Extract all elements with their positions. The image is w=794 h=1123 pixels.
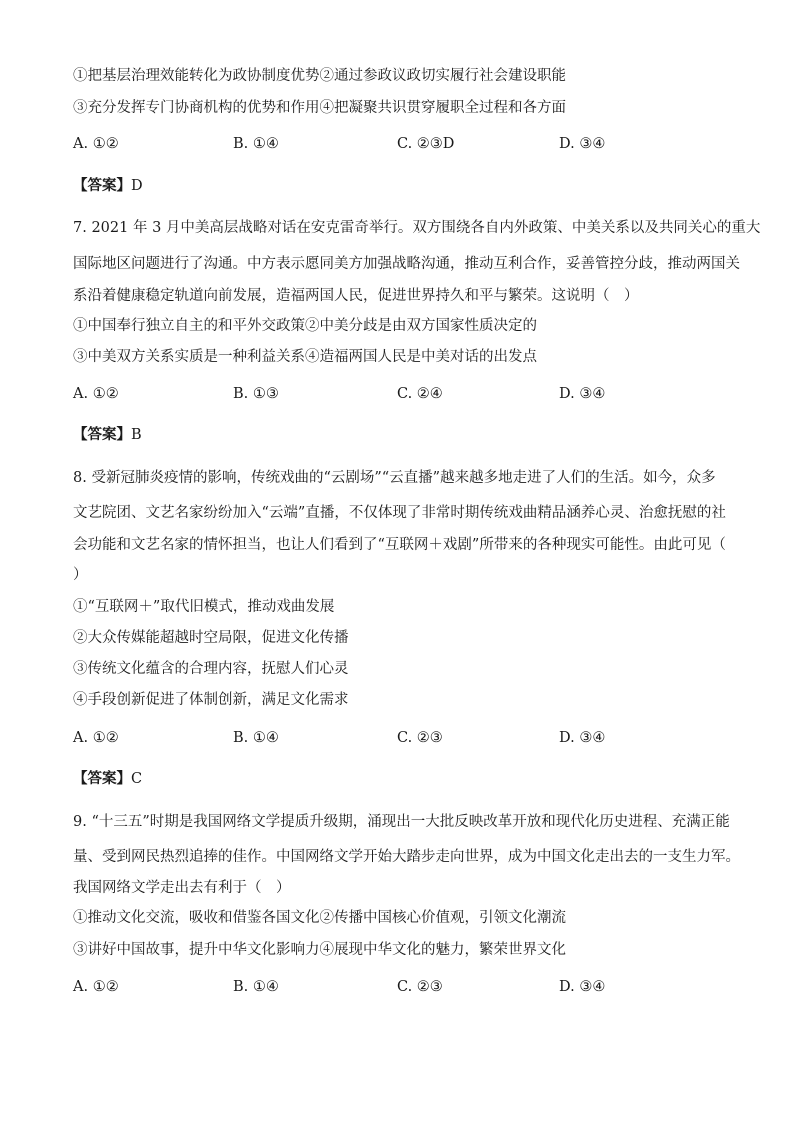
q6-statement-1: ①把基层治理效能转化为政协制度优势②通过参政议政切实履行社会建设职能 — [73, 68, 566, 84]
q6-answer-label: 【答案】 — [73, 177, 131, 194]
q7-answer-value: B — [131, 427, 142, 443]
q9-stem-line-1: 9. “十三五”时期是我国网络文学提质升级期，涌现出一大批反映改革开放和现代化历史进程、充满正能 — [73, 814, 730, 830]
q9-option-c: C. ②③ — [397, 979, 443, 995]
q6-option-c: C. ②③D — [397, 136, 455, 152]
q8-option-a: A. ①② — [73, 730, 119, 746]
q7-stem-line-3: 系沿着健康稳定轨道向前发展，造福两国人民，促进世界持久和平与繁荣。这说明（ ） — [73, 288, 639, 304]
q8-answer-label: 【答案】 — [73, 770, 131, 787]
q8-answer-value: C — [131, 771, 143, 787]
q8-stem-line-1: 8. 受新冠肺炎疫情的影响，传统戏曲的“云剧场”“云直播”越来越多地走进了人们的生活。如今，众多 — [73, 470, 716, 486]
q7-option-a: A. ①② — [73, 386, 119, 402]
q7-option-d: D. ③④ — [559, 386, 606, 402]
q8-option-d: D. ③④ — [559, 730, 606, 746]
q6-answer-value: D — [131, 178, 143, 194]
q7-option-b: B. ①③ — [233, 386, 279, 402]
q7-stem-line-2: 国际地区问题进行了沟通。中方表示愿同美方加强战略沟通，推动互利合作，妥善管控分歧，推动两国关 — [73, 256, 740, 272]
q6-option-d: D. ③④ — [559, 136, 606, 152]
q8-options — [73, 728, 733, 748]
q6-answer — [73, 176, 143, 196]
q6-options — [73, 134, 733, 154]
q9-stem-line-3: 我国网络文学走出去有利于（ ） — [73, 880, 291, 896]
q8-statement-2: ②大众传媒能超越时空局限，促进文化传播 — [73, 630, 349, 646]
q9-statement-2: ③讲好中国故事，提升中华文化影响力④展现中华文化的魅力，繁荣世界文化 — [73, 942, 566, 958]
q9-options — [73, 977, 733, 997]
q8-statement-1: ①“互联网＋”取代旧模式，推动戏曲发展 — [73, 599, 335, 615]
q7-answer-label: 【答案】 — [73, 426, 131, 443]
q9-stem-line-2: 量、受到网民热烈追捧的佳作。中国网络文学开始大踏步走向世界，成为中国文化走出去的一支生力军。 — [73, 849, 740, 865]
q7-statement-2: ③中美双方关系实质是一种利益关系④造福两国人民是中美对话的出发点 — [73, 349, 537, 365]
q7-option-c: C. ②④ — [397, 386, 443, 402]
q6-option-b: B. ①④ — [233, 136, 279, 152]
q8-option-c: C. ②③ — [397, 730, 443, 746]
q9-option-a: A. ①② — [73, 979, 119, 995]
q6-statement-2: ③充分发挥专门协商机构的优势和作用④把凝聚共识贯穿履职全过程和各方面 — [73, 100, 566, 116]
q7-statement-1: ①中国奉行独立自主的和平外交政策②中美分歧是由双方国家性质决定的 — [73, 318, 537, 334]
q8-answer — [73, 769, 142, 789]
q9-option-b: B. ①④ — [233, 979, 279, 995]
q7-stem-line-1: 7. 2021 年 3 月中美高层战略对话在安克雷奇举行。双方围绕各自内外政策、中美关系以及共同关心的重大 — [73, 220, 761, 236]
q8-option-b: B. ①④ — [233, 730, 279, 746]
q9-statement-1: ①推动文化交流，吸收和借鉴各国文化②传播中国核心价值观，引领文化潮流 — [73, 910, 566, 926]
q8-stem-line-3: 会功能和文艺名家的情怀担当，也让人们看到了“互联网＋戏剧”所带来的各种现实可能性。由此可见（ — [73, 537, 726, 553]
q7-answer — [73, 425, 142, 445]
q8-stem-line-4: ） — [73, 567, 88, 583]
q7-options — [73, 384, 733, 404]
q8-stem-line-2: 文艺院团、文艺名家纷纷加入“云端”直播，不仅体现了非常时期传统戏曲精品涵养心灵、治愈抚慰的社 — [73, 505, 726, 521]
q9-option-d: D. ③④ — [559, 979, 606, 995]
q6-option-a: A. ①② — [73, 136, 119, 152]
q8-statement-3: ③传统文化蕴含的合理内容，抚慰人们心灵 — [73, 661, 349, 677]
q8-statement-4: ④手段创新促进了体制创新，满足文化需求 — [73, 692, 349, 708]
